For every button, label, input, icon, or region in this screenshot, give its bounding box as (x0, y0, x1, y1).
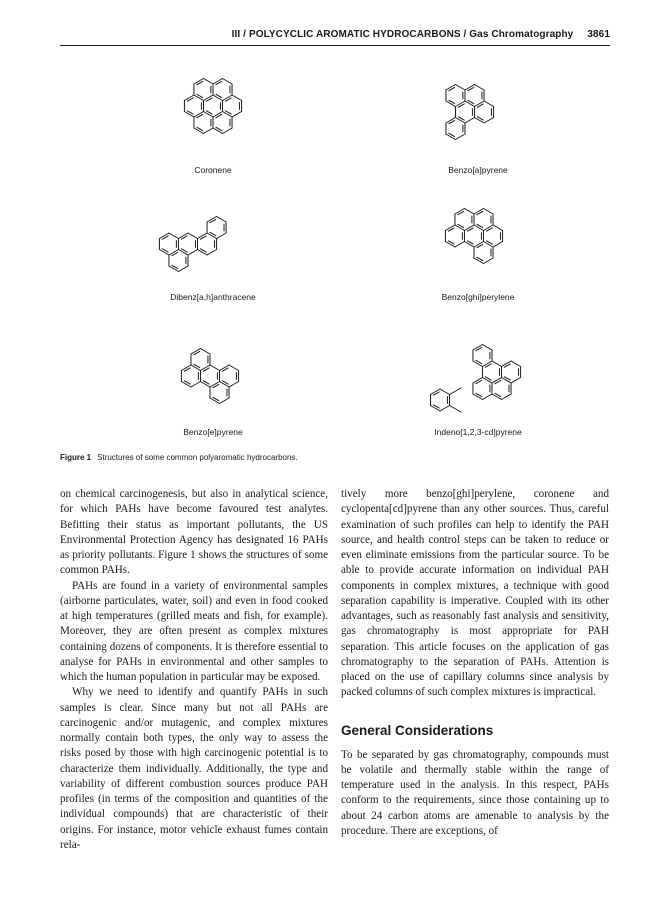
bond-line (229, 382, 239, 388)
figure-caption (60, 453, 620, 462)
bond-line (511, 378, 521, 384)
bond-line (455, 85, 465, 91)
bond-line (484, 101, 494, 107)
bond-line (169, 233, 179, 239)
bond-line (484, 209, 494, 215)
bond-line (440, 389, 450, 395)
label-coronene: Coronene (194, 165, 232, 175)
running-head (60, 29, 610, 45)
bond-line (207, 250, 217, 256)
structure-coronene (184, 79, 241, 134)
label-dibenz-ah-anthracene: Dibenz[a,h]anthracene (170, 292, 256, 302)
section-heading: General Considerations (341, 722, 494, 738)
bond-line (464, 209, 474, 215)
bond-line (440, 406, 450, 412)
page-number: 3861 (587, 29, 610, 40)
bond-line (455, 134, 465, 140)
structure-dibenz-ah-anthracene (159, 217, 226, 272)
header-rule (60, 45, 610, 46)
label-indeno-pyrene: Indeno[1,2,3-cd]pyrene (434, 427, 522, 437)
right-column (341, 487, 609, 839)
bond-line (484, 118, 494, 124)
bond-line (210, 365, 220, 371)
bond-line (220, 398, 230, 404)
structure-benzo-a-pyrene (446, 85, 494, 140)
bond-line (217, 217, 227, 223)
bond-line (191, 382, 201, 388)
bond-line (492, 361, 502, 367)
bond-line (223, 79, 233, 85)
label-benzo-a-pyrene: Benzo[a]pyrene (448, 165, 508, 175)
body-paragraph: To be separated by gas chromatography, compounds must be volatile and thermally stable within the range of temperature used in the analysis. In this respect, PAHs conform to the requirements, since those containing up to about 24 carbon atoms are amenable to analysis by the procedure. There are exceptions, of (341, 748, 609, 837)
body-paragraph: Why we need to identify and quantify PAHs in such samples is clear. Since many but not all PAHs are carcinogenic and/or mutagenic, and complex mixtures normally contain both types, the only way to assess the risks posed by those with high carcinogenic potential is to characterize them individually. Additionally, the type and variability of different combustion sources produce PAH profiles (in terms of the composition and quantities of the individual compounds) that are characteristic of their origins. For instance, motor vehicle exhaust fumes contain rela- (60, 686, 328, 851)
label-benzo-e-pyrene: Benzo[e]pyrene (183, 427, 243, 437)
bond-line (217, 233, 227, 239)
bond-line (223, 128, 233, 134)
bond-line (203, 128, 213, 134)
bond-line (188, 233, 198, 239)
left-column (60, 487, 328, 853)
bond-line (203, 79, 213, 85)
bond-line (178, 266, 188, 272)
bond-line (232, 95, 242, 101)
label-benzo-ghi-perylene: Benzo[ghi]perylene (441, 292, 515, 302)
bond-line (200, 349, 210, 355)
running-title: III / POLYCYCLIC AROMATIC HYDROCARBONS / Gas Chromatography (231, 29, 574, 40)
bond-line (229, 365, 239, 371)
bond-line (475, 85, 485, 91)
bond-line (465, 118, 475, 124)
bond-line (493, 242, 503, 248)
bond-line (188, 250, 198, 256)
bond-line (455, 242, 465, 248)
bond-line (484, 258, 494, 264)
body-paragraph: tively more benzo[ghi]perylene, coronene and cyclopenta[cd]pyrene than any other sources. Thus, careful examination of such profiles can help to identify the PAH source, and health control steps can be taken to reduce or even eliminate emissions from the particular source. To be able to provide accurate information on individual PAH components in complex mixtures, a technique with good separation capability is imperative. Coupled with its other advantages, such as reasonably fast analysis and sensitivity, gas chromatography is most appropriate for PAH separation. This article focuses on the application of gas chromatography to the separation of PAHs. Attention is placed on the use of capillary columns since analysis by packed columns of such complex mixtures is impractical. (341, 488, 609, 699)
bond-line (502, 394, 512, 400)
caption-text: Structures of some common polyaromatic hydrocarbons. (97, 453, 298, 462)
structure-benzo-ghi-perylene (445, 209, 502, 264)
body-paragraph: on chemical carcinogenesis, but also in analytical science, for which PAHs have become favoured test analytes. Befitting their status as important pollutants, the US Environmental Protection Agency has designated 16 PAHs as priority pollutants. Figure 1 shows the structures of some common PAHs. (60, 488, 328, 577)
caption-label: Figure 1 (60, 453, 92, 462)
body-paragraph: PAHs are found in a variety of environmental samples (airborne particulates, water, soil) and even in food cooked at high temperatures (grilled meats and fish, for example). Moreover, they are often present as complex mixtures containing dozens of components. It is therefore essential to analyse for PAHs in environmental and other samples to which the human population in particular may be exposed. (60, 579, 328, 683)
bond-line (493, 225, 503, 231)
bond-line (450, 406, 461, 413)
structure-benzo-e-pyrene (181, 349, 238, 404)
bond-line (450, 388, 461, 395)
bond-line (511, 361, 521, 367)
bond-line (482, 394, 492, 400)
figure-1-structures (60, 50, 608, 450)
bond-line (482, 345, 492, 351)
bond-line (232, 112, 242, 118)
structure-indeno-pyrene (430, 345, 520, 413)
